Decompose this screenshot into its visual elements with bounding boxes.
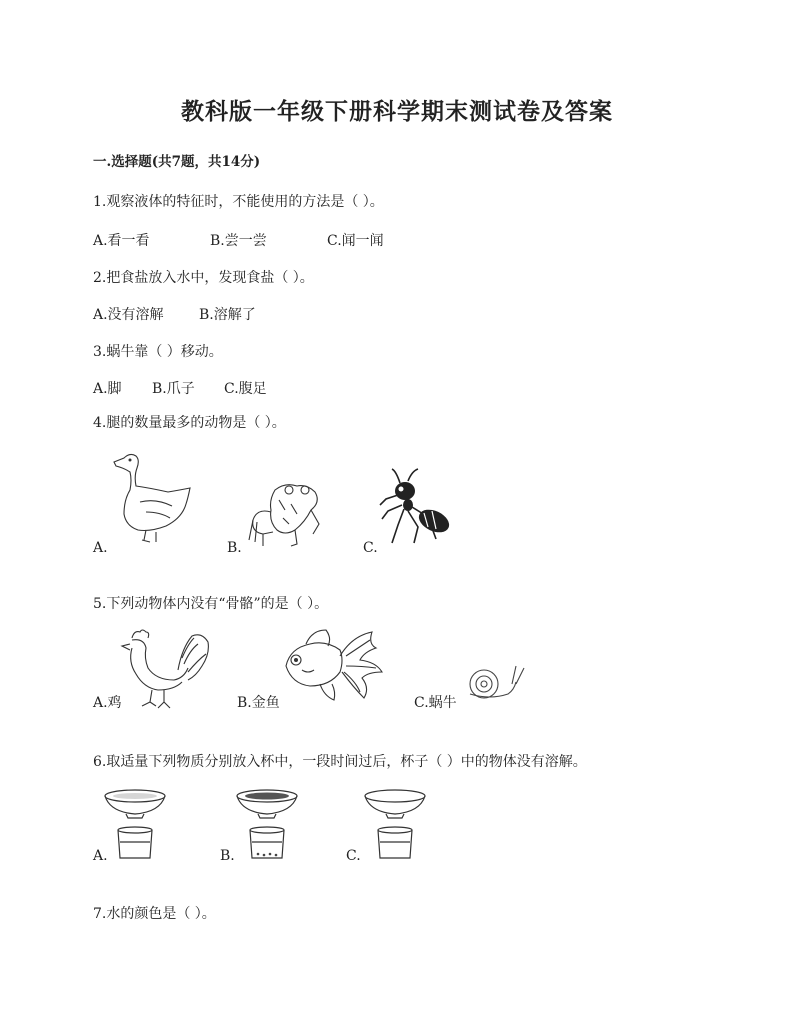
q5-option-a[interactable]: A.鸡 bbox=[93, 695, 122, 711]
empty-bowl-and-glass bbox=[362, 786, 428, 862]
q6-option-b[interactable]: B. bbox=[220, 848, 235, 864]
question-2: 2.把食盐放入水中，发现食盐（ ）。 bbox=[93, 270, 314, 286]
question-1: 1.观察液体的特征时，不能使用的方法是（ ）。 bbox=[93, 194, 384, 210]
question-4: 4.腿的数量最多的动物是（ ）。 bbox=[93, 415, 286, 431]
q4-option-a[interactable]: A. bbox=[93, 540, 108, 556]
question-7: 7.水的颜色是（ ）。 bbox=[93, 906, 216, 922]
question-5: 5.下列动物体内没有“骨骼”的是（ ）。 bbox=[93, 596, 329, 612]
q1-option-c[interactable]: C.闻一闻 bbox=[327, 233, 384, 249]
duck-drawing bbox=[110, 452, 200, 544]
frog-drawing bbox=[245, 480, 325, 550]
q5-option-c[interactable]: C.蜗牛 bbox=[414, 695, 457, 711]
q6-option-a[interactable]: A. bbox=[93, 848, 108, 864]
bowl-with-grains-and-glass bbox=[234, 786, 300, 862]
question-6: 6.取适量下列物质分别放入杯中，一段时间过后，杯子（ ）中的物体没有溶解。 bbox=[93, 754, 587, 770]
q1-option-a[interactable]: A.看一看 bbox=[93, 233, 150, 249]
goldfish-drawing bbox=[280, 626, 385, 702]
q2-option-b[interactable]: B.溶解了 bbox=[199, 307, 256, 323]
q4-option-c[interactable]: C. bbox=[363, 540, 378, 556]
page-title: 教科版一年级下册科学期末测试卷及答案 bbox=[181, 98, 613, 125]
q1-option-b[interactable]: B.尝一尝 bbox=[210, 233, 267, 249]
question-3: 3.蜗牛靠（ ）移动。 bbox=[93, 344, 223, 360]
q2-option-a[interactable]: A.没有溶解 bbox=[93, 307, 164, 323]
q6-option-c[interactable]: C. bbox=[346, 848, 361, 864]
q3-option-b[interactable]: B.爪子 bbox=[152, 381, 195, 397]
snail-drawing bbox=[460, 660, 530, 702]
q5-option-b[interactable]: B.金鱼 bbox=[237, 695, 280, 711]
q4-option-b[interactable]: B. bbox=[227, 540, 242, 556]
ant-drawing bbox=[378, 465, 458, 550]
q3-option-c[interactable]: C.腹足 bbox=[224, 381, 267, 397]
section-heading: 一.选择题(共7题，共14分) bbox=[93, 154, 261, 170]
bowl-with-powder-and-glass bbox=[102, 786, 168, 862]
rooster-drawing bbox=[118, 628, 213, 710]
q3-option-a[interactable]: A.脚 bbox=[93, 381, 122, 397]
